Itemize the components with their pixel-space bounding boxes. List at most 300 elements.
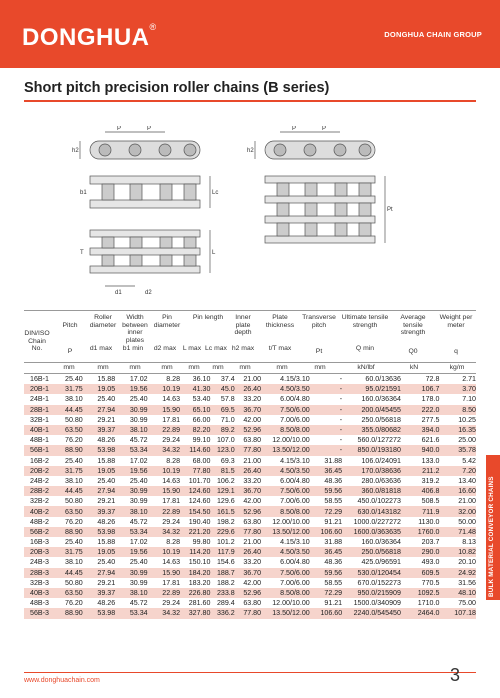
table-cell: 38.10 [115, 425, 147, 435]
table-cell: 17.02 [129, 375, 148, 384]
chain-number-cell: 40B-1 [24, 425, 56, 435]
table-cell: 101.2 [216, 538, 235, 547]
chain-number-cell: 40B-2 [24, 506, 56, 516]
table-cell: 221.20 [180, 527, 210, 537]
table-cell: 609.5 [401, 568, 440, 578]
table-cell: 13.50/12.00 [261, 608, 310, 618]
table-cell: 226.80 [180, 588, 210, 598]
table-cell: 59.56 [310, 568, 342, 578]
table-cell: 26.40 [235, 466, 261, 476]
table-cell: 21.00 [243, 538, 262, 547]
table-cell: 114.60 [180, 445, 210, 455]
svg-text:L: L [212, 250, 216, 256]
table-row [24, 466, 476, 476]
table-cell: 19.56 [115, 547, 147, 557]
table-cell: 58.55 [324, 578, 343, 587]
table-cell: 99.80 [192, 538, 211, 547]
table-cell: 19.05 [83, 547, 115, 557]
table-cell: 4.15/3.10 [280, 375, 310, 384]
table-cell: 95.0/21591 [342, 384, 401, 394]
table-cell: 621.6 [421, 436, 440, 445]
table-cell: 29.24 [162, 517, 181, 526]
unit-label: kN [409, 364, 419, 371]
table-cell: 129.1 [210, 486, 234, 496]
table-cell: 12.00/10.00 [272, 517, 310, 526]
table-cell: 66.00 [192, 415, 211, 424]
symbol-0: P [67, 348, 73, 355]
table-cell: 30.99 [115, 568, 147, 578]
table-cell: 13.40 [458, 476, 476, 485]
table-cell: 53.98 [83, 527, 115, 537]
table-cell: 71.0 [220, 415, 235, 424]
table-cell: 33.20 [243, 476, 262, 485]
table-cell: 75.00 [458, 599, 476, 608]
table-row [24, 506, 476, 516]
table-cell: 45.72 [129, 517, 148, 526]
table-cell: - [310, 445, 342, 455]
table-cell: 10.19 [148, 547, 180, 557]
table-cell: 36.70 [235, 486, 261, 496]
table-cell: 50.80 [65, 497, 83, 506]
table-cell: 106.60 [310, 527, 342, 537]
table-cell: 7.50/6.00 [261, 405, 310, 415]
table-cell: 22.89 [148, 425, 180, 435]
group-name: DONGHUA CHAIN GROUP [384, 30, 482, 39]
table-cell: 52.96 [235, 506, 261, 516]
table-cell: 630.0/143182 [342, 506, 401, 516]
table-cell: 106.60 [310, 608, 342, 618]
table-cell: 44.45 [56, 405, 82, 415]
table-cell: 4.50/3.50 [261, 384, 310, 394]
table-cell: 160.0/36364 [361, 395, 401, 404]
table-cell: 77.80 [235, 445, 261, 455]
table-cell: - [339, 415, 343, 424]
table-cell: 53.34 [115, 527, 147, 537]
table-cell: 57.8 [220, 395, 235, 404]
table-cell: 29.21 [97, 497, 116, 506]
table-cell: 13.50/12.00 [261, 527, 310, 537]
table-cell: 76.20 [65, 599, 83, 608]
unit-label: mm [212, 364, 224, 371]
unit-label: mm [129, 364, 141, 371]
table-cell: 63.80 [243, 436, 262, 445]
table-cell: 31.75 [56, 547, 82, 557]
col-header-pin-diameter: Pin diameter [153, 314, 181, 329]
table-cell: 2.71 [462, 375, 476, 384]
table-cell: 493.0 [421, 558, 440, 567]
table-cell: 8.50/8.00 [261, 506, 310, 516]
table-cell: 77.80 [180, 466, 210, 476]
table-cell: 42.00 [243, 497, 262, 506]
table-cell: 16.60 [439, 486, 476, 496]
svg-text:P: P [117, 126, 122, 132]
table-row [24, 598, 476, 608]
table-cell: 7.00/6.00 [280, 415, 310, 424]
table-cell: 27.94 [83, 405, 115, 415]
table-row [24, 537, 476, 547]
table-cell: 38.10 [65, 558, 83, 567]
table-cell: 27.94 [83, 486, 115, 496]
table-cell: 289.4 [216, 599, 235, 608]
svg-text:d2: d2 [145, 290, 152, 296]
table-cell: 31.75 [56, 384, 82, 394]
chain-number-cell: 16B-2 [30, 456, 49, 465]
symbol-10: Q0 [408, 348, 418, 355]
chain-number-cell: 48B-2 [30, 517, 49, 526]
table-row [24, 517, 476, 527]
table-cell: 77.80 [235, 608, 261, 618]
table-cell: 36.45 [310, 466, 342, 476]
table-cell: 14.63 [162, 395, 181, 404]
table-cell: 850.0/193180 [342, 445, 401, 455]
chain-number-cell: 56B-1 [24, 445, 56, 455]
table-cell: 7.00/6.00 [280, 497, 310, 506]
table-cell: 188.2 [216, 578, 235, 587]
col-header-pitch: Pitch [62, 322, 78, 329]
symbol-8: Pt [315, 348, 323, 355]
chain-number-cell: 32B-3 [30, 578, 49, 587]
table-row [24, 384, 476, 394]
table-cell: 63.50 [56, 506, 82, 516]
table-row [24, 374, 476, 384]
table-cell: 29.24 [162, 599, 181, 608]
table-row [24, 456, 476, 466]
table-row [24, 568, 476, 578]
table-cell: 72.8 [425, 375, 440, 384]
table-cell: 53.98 [83, 445, 115, 455]
table-cell: 277.5 [421, 415, 440, 424]
table-cell: 15.88 [97, 375, 116, 384]
table-cell: 101.70 [188, 476, 211, 485]
table-cell: 50.80 [65, 578, 83, 587]
table-cell: 77.80 [235, 527, 261, 537]
footer-url: www.donghuachain.com [24, 677, 100, 684]
table-cell: 10.19 [148, 384, 180, 394]
table-cell: 250.0/56818 [342, 547, 401, 557]
chain-number-cell: 48B-1 [30, 436, 49, 445]
table-cell: 31.88 [324, 456, 343, 465]
table-cell: 91.21 [324, 599, 343, 608]
svg-text:P: P [292, 126, 297, 132]
symbol-4: L max [182, 345, 202, 352]
table-cell: 60.0/13636 [365, 375, 401, 384]
table-cell: 63.50 [56, 588, 82, 598]
table-row [24, 415, 476, 425]
table-cell: 69.5 [210, 405, 234, 415]
table-cell: 17.81 [162, 415, 181, 424]
table-cell: 33.20 [243, 558, 262, 567]
table-cell: 21.00 [243, 375, 262, 384]
table-cell: 22.89 [148, 506, 180, 516]
table-cell: - [339, 375, 343, 384]
table-top-rule [24, 310, 476, 311]
col-header-roller: Roller diameter [89, 314, 117, 329]
unit-label: kN/lbf [357, 364, 375, 371]
table-cell: 450.0/102273 [357, 497, 401, 506]
table-cell: 24.92 [439, 568, 476, 578]
table-cell: 30.99 [129, 415, 148, 424]
table-cell: 560.0/127272 [357, 436, 401, 445]
table-cell: 124.60 [188, 497, 211, 506]
table-cell: 406.8 [401, 486, 440, 496]
table-cell: 8.28 [166, 375, 181, 384]
table-row [24, 445, 476, 455]
table-cell: 7.50/6.00 [261, 486, 310, 496]
table-cell: 250.0/56818 [361, 415, 401, 424]
table-cell: 184.20 [180, 568, 210, 578]
table-cell: 117.9 [210, 547, 234, 557]
table-cell: 36.70 [235, 568, 261, 578]
unit-label: mm [276, 364, 288, 371]
table-row [24, 578, 476, 588]
chain-number-cell: 40B-3 [24, 588, 56, 598]
symbol-9: Q min [355, 345, 375, 352]
table-cell: 106.2 [216, 476, 235, 485]
table-row [24, 588, 476, 598]
chain-number-cell: 24B-1 [30, 395, 49, 404]
table-cell: 38.10 [115, 506, 147, 516]
table-cell: 21.00 [243, 456, 262, 465]
table-cell: 211.2 [401, 466, 440, 476]
table-cell: 36.45 [310, 547, 342, 557]
table-cell: 6.00/4.80 [280, 395, 310, 404]
table-cell: 29.24 [162, 436, 181, 445]
table-cell: 178.0 [421, 395, 440, 404]
table-cell: 48.36 [324, 558, 343, 567]
table-cell: 15.90 [148, 568, 180, 578]
page-number: 3 [449, 665, 460, 685]
symbol-5: Lc max [205, 345, 227, 352]
chain-number-cell: 56B-3 [24, 608, 56, 618]
table-cell: 940.0 [401, 445, 440, 455]
table-cell: 88.90 [56, 445, 82, 455]
section-tab: BULK MATERIAL CONVEYOR CHAINS [486, 455, 500, 600]
table-cell: - [310, 384, 342, 394]
table-cell: 1000.0/227272 [353, 517, 401, 526]
table-cell: 8.28 [166, 538, 181, 547]
table-cell: 154.50 [180, 506, 210, 516]
symbol-6: h2 max [231, 345, 255, 352]
table-cell: 229.6 [210, 527, 234, 537]
table-cell: 34.32 [148, 527, 180, 537]
svg-text:d1: d1 [115, 290, 122, 296]
table-cell: - [310, 425, 342, 435]
table-cell: 25.40 [65, 375, 83, 384]
table-cell: 30.99 [115, 486, 147, 496]
chain-number-cell: 56B-2 [24, 527, 56, 537]
col-header-ultimate: Ultimate tensile strength [341, 314, 389, 329]
table-cell: 198.2 [216, 517, 235, 526]
table-cell: 63.80 [243, 517, 262, 526]
table-cell: 15.88 [97, 456, 116, 465]
table-cell: 2464.0 [401, 608, 440, 618]
table-cell: 6.00/4.80 [280, 476, 310, 485]
table-cell: 25.40 [129, 558, 148, 567]
table-cell: 76.20 [65, 517, 83, 526]
col-header-inner-plate: Inner plate depth [234, 314, 252, 336]
table-cell: 48.36 [324, 476, 343, 485]
table-cell: 8.50/8.00 [261, 588, 310, 598]
table-cell: 21.00 [458, 497, 476, 506]
table-cell: 52.96 [235, 425, 261, 435]
col-header-transverse: Transverse pitch [302, 314, 336, 329]
table-cell: 30.99 [129, 578, 148, 587]
table-cell: 129.6 [216, 497, 235, 506]
table-cell: 72.29 [310, 588, 342, 598]
unit-label: mm [63, 364, 75, 371]
table-cell: 15.90 [148, 486, 180, 496]
table-cell: 26.40 [235, 547, 261, 557]
page-title: Short pitch precision roller chains (B series) [24, 80, 330, 96]
table-cell: 161.5 [210, 506, 234, 516]
table-cell: 42.00 [243, 578, 262, 587]
table-cell: 17.02 [129, 456, 148, 465]
table-cell: 38.10 [65, 395, 83, 404]
table-cell: 36.10 [192, 375, 211, 384]
table-cell: 44.45 [56, 568, 82, 578]
unit-label: mm [97, 364, 109, 371]
table-cell: 30.99 [129, 497, 148, 506]
table-cell: 29.21 [97, 578, 116, 587]
table-cell: 25.40 [129, 476, 148, 485]
chain-number-cell: 32B-2 [30, 497, 49, 506]
table-cell: 1130.0 [418, 517, 440, 526]
table-cell: 7.20 [439, 466, 476, 476]
table-cell: 71.48 [439, 527, 476, 537]
table-cell: 4.15/3.10 [280, 456, 310, 465]
table-cell: 106.0/24091 [361, 456, 401, 465]
table-row [24, 425, 476, 435]
table-cell: 394.0 [401, 425, 440, 435]
table-row [24, 486, 476, 496]
table-cell: 38.10 [115, 588, 147, 598]
table-cell: 1760.0 [401, 527, 440, 537]
table-cell: 8.50/8.00 [261, 425, 310, 435]
table-cell: 150.10 [188, 558, 211, 567]
table-cell: 10.82 [439, 547, 476, 557]
table-cell: 2240.0/545450 [342, 608, 401, 618]
chain-number-cell: 20B-1 [24, 384, 56, 394]
table-cell: 39.37 [83, 425, 115, 435]
table-cell: 950.0/215909 [342, 588, 401, 598]
table-cell: 20.10 [458, 558, 476, 567]
table-cell: 31.75 [56, 466, 82, 476]
table-cell: 58.55 [324, 497, 343, 506]
table-cell: 1092.5 [401, 588, 440, 598]
svg-text:h2: h2 [247, 148, 254, 154]
svg-text:P: P [322, 126, 327, 132]
table-cell: 133.0 [421, 456, 440, 465]
chain-diagram [60, 126, 440, 296]
table-cell: 670.0/152273 [357, 578, 401, 587]
chain-number-cell: 28B-2 [24, 486, 56, 496]
table-cell: 25.40 [65, 538, 83, 547]
table-cell: 44.45 [56, 486, 82, 496]
table-cell: - [339, 395, 343, 404]
col-header-pin-length: Pin length [192, 314, 224, 321]
table-cell: 123.0 [210, 445, 234, 455]
chain-number-cell: 16B-3 [30, 538, 49, 547]
table-cell: 10.19 [148, 466, 180, 476]
table-cell: 53.34 [115, 608, 147, 618]
table-cell: 1500.0/340909 [353, 599, 401, 608]
table-cell: 31.56 [458, 578, 476, 587]
table-cell: 530.0/120454 [342, 568, 401, 578]
table-row [24, 496, 476, 506]
table-cell: 7.00/6.00 [280, 578, 310, 587]
table-cell: 124.60 [180, 486, 210, 496]
table-cell: 63.50 [56, 425, 82, 435]
table-cell: 222.0 [401, 405, 440, 415]
table-cell: 50.00 [458, 517, 476, 526]
table-cell: 48.26 [97, 436, 116, 445]
unit-label: kg/m [449, 364, 465, 371]
table-cell: 50.80 [65, 415, 83, 424]
table-cell: 19.56 [115, 466, 147, 476]
table-cell: 17.81 [162, 578, 181, 587]
table-cell: 82.20 [180, 425, 210, 435]
table-cell: 89.2 [210, 425, 234, 435]
table-row [24, 394, 476, 404]
symbol-3: d2 max [153, 345, 177, 352]
units-top-rule [24, 362, 476, 363]
table-cell: - [339, 436, 343, 445]
table-cell: 25.40 [97, 558, 116, 567]
table-cell: 99.10 [192, 436, 211, 445]
symbol-7: t/T max [268, 345, 292, 352]
table-cell: 34.32 [148, 608, 180, 618]
table-cell: 10.25 [458, 415, 476, 424]
table-cell: 52.96 [235, 588, 261, 598]
table-cell: 91.21 [324, 517, 343, 526]
table-cell: 203.7 [421, 538, 440, 547]
table-cell: 88.90 [56, 608, 82, 618]
table-cell: 39.37 [83, 506, 115, 516]
table-cell: 7.50/6.00 [261, 568, 310, 578]
table-cell: 4.50/3.50 [261, 466, 310, 476]
table-cell: 13.50/12.00 [261, 445, 310, 455]
col-header-plate-thickness: Plate thickness [265, 314, 295, 329]
chain-number-cell: 28B-3 [24, 568, 56, 578]
table-cell: 8.50 [439, 405, 476, 415]
table-cell: 7.10 [462, 395, 476, 404]
unit-label: mm [161, 364, 173, 371]
table-cell: 107.18 [439, 608, 476, 618]
table-cell: 41.30 [180, 384, 210, 394]
table-cell: 425.0/96591 [361, 558, 401, 567]
table-cell: 190.40 [188, 517, 211, 526]
table-cell: 508.5 [421, 497, 440, 506]
col-header-weight: Weight per meter [439, 314, 473, 329]
table-cell: 17.02 [129, 538, 148, 547]
table-cell: 1710.0 [417, 599, 440, 608]
table-cell: 26.40 [235, 384, 261, 394]
table-cell: 45.72 [129, 436, 148, 445]
table-cell: 45.72 [129, 599, 148, 608]
table-cell: 48.26 [97, 517, 116, 526]
table-cell: 1600.0/363635 [342, 527, 401, 537]
col-header-average: Average tensile strength [400, 314, 426, 336]
chain-number-cell: 32B-1 [30, 415, 49, 424]
table-cell: 280.0/63636 [361, 476, 401, 485]
table-cell: 355.0/80682 [342, 425, 401, 435]
table-cell: 19.05 [83, 384, 115, 394]
table-cell: 200.0/45455 [342, 405, 401, 415]
table-cell: 290.0 [401, 547, 440, 557]
table-cell: 76.20 [65, 436, 83, 445]
table-cell: 32.00 [439, 506, 476, 516]
table-cell: 14.63 [162, 558, 181, 567]
